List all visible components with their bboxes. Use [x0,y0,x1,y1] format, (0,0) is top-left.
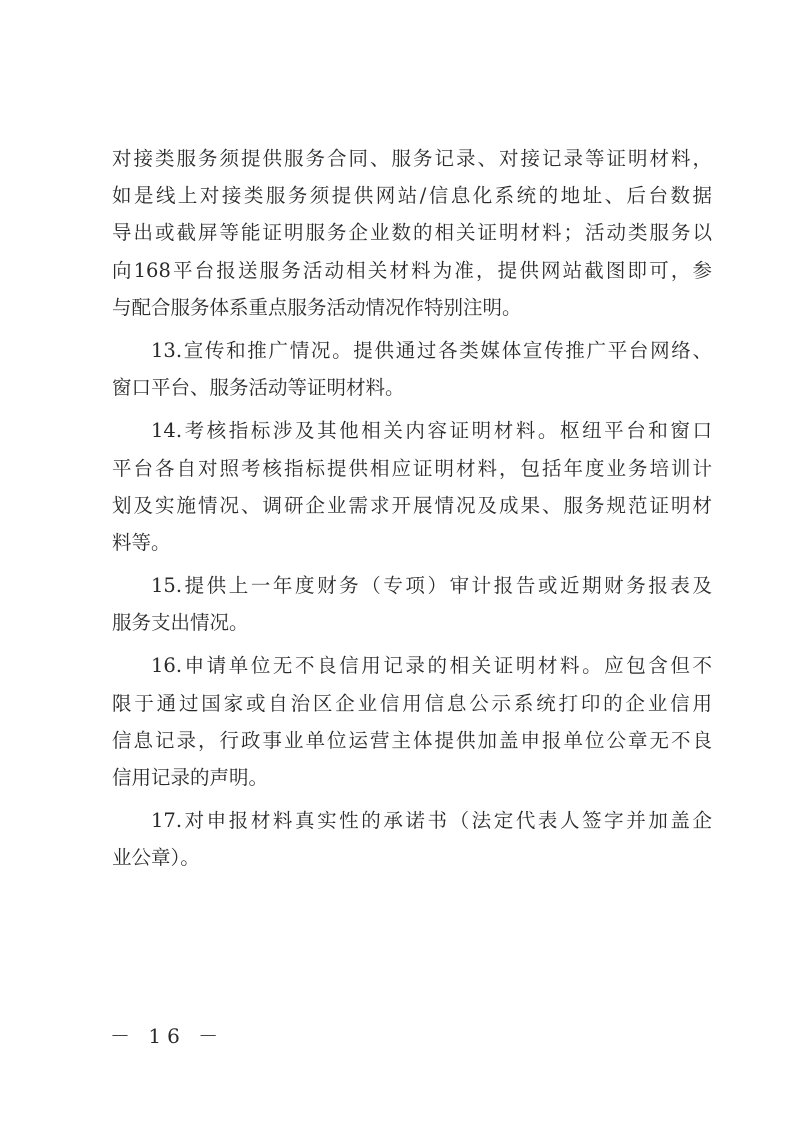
text-line: 服务支出情况。 [112,611,249,635]
document-body [112,140,712,877]
text-line: 17.对申报材料真实性的承诺书（法定代表人签字并加盖企 [151,809,712,833]
text-line: 14.考核指标涉及其他相关内容证明材料。枢纽平台和窗口 [151,419,712,443]
text-line: 16.申请单位无不良信用记录的相关证明材料。应包含但不 [151,654,712,678]
text-line: 导出或截屏等能证明服务企业数的相关证明材料；活动类服务以 [112,221,712,245]
paragraph-continuation [112,140,712,326]
text-line: 对接类服务须提供服务合同、服务记录、对接记录等证明材料， [112,147,712,170]
text-line: 如是线上对接类服务须提供网站/信息化系统的地址、后台数据 [112,184,712,208]
page-number: － 16 － [110,1024,225,1048]
text-line: 15.提供上一年度财务（专项）审计报告或近期财务报表及 [151,574,712,598]
text-line: 窗口平台、服务活动等证明材料。 [112,376,405,400]
paragraph-17 [112,802,712,876]
text-line: 信息记录，行政事业单位运营主体提供加盖申报单位公章无不良 [112,728,712,752]
text-line: 13.宣传和推广情况。提供通过各类媒体宣传推广平台网络、 [151,338,712,362]
paragraph-15 [112,567,712,641]
text-line: 料等。 [112,530,171,554]
paragraph-16 [112,647,712,796]
paragraph-13 [112,332,712,406]
text-line: 与配合服务体系重点服务活动情况作特别注明。 [112,295,522,319]
text-line: 信用记录的声明。 [112,766,269,789]
paragraph-14 [112,412,712,561]
text-line: 向168平台报送服务活动相关材料为准，提供网站截图即可，参 [112,258,712,282]
text-line: 平台各自对照考核指标提供相应证明材料，包括年度业务培训计 [112,456,712,480]
text-line: 业公章）。 [112,846,200,870]
text-line: 划及实施情况、调研企业需求开展情况及成果、服务规范证明材 [112,493,712,517]
text-line: 限于通过国家或自治区企业信用信息公示系统打印的企业信用 [112,691,712,715]
